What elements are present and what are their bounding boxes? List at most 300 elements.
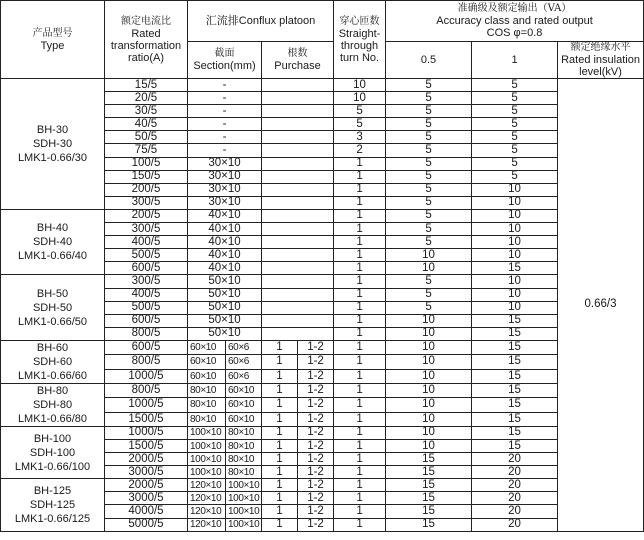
purchase-cell-secondary: 1-2: [298, 492, 334, 505]
turns-cell: 1: [334, 288, 386, 301]
section-cell-secondary: [226, 439, 262, 452]
header-row-1: [1, 1, 644, 42]
purchase-cell-primary: 1: [262, 453, 298, 466]
purchase-cell-secondary: 1-2: [298, 426, 334, 439]
turns-cell: 1: [334, 236, 386, 249]
ratio-cell: 600/5: [105, 262, 188, 275]
section-cell-secondary: [226, 398, 262, 412]
purchase-cell-primary: 1: [262, 355, 298, 369]
section-cell-primary: [188, 492, 226, 505]
section-cell-secondary: [226, 355, 262, 369]
type-cell: [1, 426, 105, 478]
turns-cell: 1: [334, 383, 386, 397]
type-cell: [1, 340, 105, 383]
ratio-cell: 600/5: [105, 340, 188, 354]
ratio-cell: 1000/5: [105, 369, 188, 383]
purchase-header-en: Purchase: [274, 60, 321, 72]
section-value: 100×10: [228, 519, 260, 531]
class-05-cell: 10: [386, 369, 472, 383]
purchase-cell: [262, 275, 334, 288]
type-name: SDH-100: [29, 446, 76, 459]
insulation-header-cn: 额定绝缘水平: [570, 42, 631, 53]
class-05-header: 0.5: [386, 42, 472, 79]
turns-cell: 5: [334, 105, 386, 118]
section-cell: 50×10: [188, 327, 262, 340]
ratio-cell: 400/5: [105, 288, 188, 301]
type-name: SDH-50: [32, 301, 73, 314]
class-1-cell: 10: [472, 209, 558, 222]
class-1-cell: 15: [472, 262, 558, 275]
table-row: [1, 479, 644, 492]
class-05-cell: 15: [386, 479, 472, 492]
ratio-cell: 300/5: [105, 223, 188, 236]
turns-cell: 1: [334, 398, 386, 412]
section-header: [188, 42, 262, 79]
turns-cell: 1: [334, 170, 386, 183]
ratio-cell: 4000/5: [105, 505, 188, 518]
accuracy-header: [386, 1, 644, 42]
class-05-cell: 5: [386, 275, 472, 288]
class-1-cell: 10: [472, 249, 558, 262]
class-1-cell: 10: [472, 301, 558, 314]
class-1-cell: 10: [472, 275, 558, 288]
turns-cell: 1: [334, 314, 386, 327]
purchase-cell-secondary: 1-2: [298, 518, 334, 531]
table-row: [1, 340, 644, 354]
type-name: BH-125: [33, 484, 72, 497]
section-value: 60×6: [228, 370, 249, 382]
cos-label: COS φ=0.8: [486, 27, 543, 39]
section-value: 60×10: [190, 342, 217, 354]
class-05-cell: 5: [386, 105, 472, 118]
section-value: 80×10: [228, 427, 255, 439]
purchase-cell-primary: 1: [262, 383, 298, 397]
class-1-cell: 10: [472, 288, 558, 301]
ratio-cell: 2000/5: [105, 479, 188, 492]
turns-header: [334, 1, 386, 79]
class-05-cell: 5: [386, 157, 472, 170]
purchase-cell-secondary: 1-2: [298, 412, 334, 426]
section-value: 60×6: [228, 342, 249, 354]
ratio-cell: 50/5: [105, 131, 188, 144]
section-value: 60×10: [190, 356, 217, 368]
turns-header-en: Straight-through turn No.: [338, 27, 381, 64]
purchase-cell: [262, 249, 334, 262]
ratio-cell: 1500/5: [105, 412, 188, 426]
turns-cell: 1: [334, 275, 386, 288]
class-05-cell: 5: [386, 118, 472, 131]
purchase-cell: [262, 209, 334, 222]
ratio-cell: 500/5: [105, 249, 188, 262]
table-row: [1, 426, 644, 439]
section-cell-primary: [188, 340, 226, 354]
ratio-cell: 100/5: [105, 157, 188, 170]
type-name: LMK1-0.66/125: [14, 512, 91, 525]
insulation-header-en: Rated insulation level(kV): [561, 54, 640, 78]
ratio-header-cn: 额定电流比: [121, 15, 171, 27]
purchase-cell-primary: 1: [262, 398, 298, 412]
class-05-cell: 5: [386, 301, 472, 314]
turns-cell: 1: [334, 355, 386, 369]
section-value: 80×10: [190, 413, 217, 425]
section-cell: 30×10: [188, 157, 262, 170]
purchase-cell: [262, 183, 334, 196]
type-name: SDH-30: [32, 137, 73, 150]
turns-cell: 1: [334, 479, 386, 492]
section-value: 120×10: [190, 479, 222, 491]
ratio-cell: 20/5: [105, 92, 188, 105]
class-1-cell: 20: [472, 479, 558, 492]
class-05-cell: 5: [386, 170, 472, 183]
turns-cell: 1: [334, 492, 386, 505]
turns-cell: 1: [334, 505, 386, 518]
purchase-cell-secondary: 1-2: [298, 398, 334, 412]
table-body: [1, 79, 644, 532]
turns-cell: 1: [334, 157, 386, 170]
section-value: 60×6: [228, 356, 249, 368]
section-value: 120×10: [190, 519, 222, 531]
section-value: 100×10: [190, 427, 222, 439]
section-cell-primary: [188, 426, 226, 439]
section-cell-secondary: [226, 426, 262, 439]
section-cell: -: [188, 118, 262, 131]
section-value: 80×10: [190, 399, 217, 411]
type-header-cn: 产品型号: [32, 27, 73, 39]
turns-cell: 1: [334, 196, 386, 209]
turns-cell: 1: [334, 223, 386, 236]
purchase-cell: [262, 301, 334, 314]
section-header-cn: 截面: [214, 48, 235, 59]
table-row: [1, 383, 644, 397]
purchase-cell: [262, 223, 334, 236]
class-05-cell: 15: [386, 505, 472, 518]
class-1-cell: 5: [472, 118, 558, 131]
turns-cell: 1: [334, 466, 386, 479]
class-1-cell: 15: [472, 369, 558, 383]
type-name: LMK1-0.66/30: [17, 151, 88, 164]
type-cell: [1, 383, 105, 426]
section-cell: 40×10: [188, 209, 262, 222]
class-05-cell: 15: [386, 453, 472, 466]
section-cell-primary: [188, 466, 226, 479]
class-1-cell: 5: [472, 144, 558, 157]
ratio-cell: 2000/5: [105, 453, 188, 466]
ratio-cell: 5000/5: [105, 518, 188, 531]
section-cell: 30×10: [188, 170, 262, 183]
turns-cell: 5: [334, 118, 386, 131]
section-cell: 40×10: [188, 223, 262, 236]
type-header-en: Type: [40, 39, 65, 52]
turns-cell: 1: [334, 369, 386, 383]
type-header: [1, 1, 105, 79]
ratio-cell: 300/5: [105, 275, 188, 288]
class-1-cell: 10: [472, 223, 558, 236]
class-05-cell: 5: [386, 236, 472, 249]
section-cell-primary: [188, 355, 226, 369]
class-05-cell: 5: [386, 183, 472, 196]
section-cell: -: [188, 144, 262, 157]
class-1-cell: 5: [472, 157, 558, 170]
ratio-cell: 800/5: [105, 327, 188, 340]
type-name: BH-80: [36, 384, 69, 397]
purchase-cell-primary: 1: [262, 518, 298, 531]
ratio-cell: 75/5: [105, 144, 188, 157]
type-name: LMK1-0.66/100: [14, 460, 91, 473]
purchase-cell-secondary: 1-2: [298, 466, 334, 479]
section-cell: -: [188, 79, 262, 92]
ratio-cell: 15/5: [105, 79, 188, 92]
class-1-cell: 5: [472, 105, 558, 118]
section-cell-secondary: [226, 505, 262, 518]
class-05-cell: 10: [386, 314, 472, 327]
purchase-cell-primary: 1: [262, 466, 298, 479]
type-name: BH-50: [36, 287, 69, 300]
type-name: LMK1-0.66/60: [17, 369, 88, 382]
table-row: [1, 209, 644, 222]
purchase-cell: [262, 79, 334, 92]
class-1-cell: 10: [472, 196, 558, 209]
turns-cell: 1: [334, 453, 386, 466]
section-value: 100×10: [228, 505, 260, 517]
turns-cell: 1: [334, 518, 386, 531]
type-cell: [1, 275, 105, 340]
class-05-cell: 10: [386, 327, 472, 340]
section-value: 100×10: [228, 479, 260, 491]
class-05-cell: 5: [386, 79, 472, 92]
table-row: [1, 79, 644, 92]
type-cell: [1, 79, 105, 210]
class-1-cell: 20: [472, 518, 558, 531]
class-1-cell: 5: [472, 92, 558, 105]
turns-cell: 1: [334, 301, 386, 314]
class-05-cell: 5: [386, 196, 472, 209]
class-05-cell: 10: [386, 412, 472, 426]
purchase-header-cn: 根数: [287, 48, 308, 59]
purchase-cell: [262, 131, 334, 144]
ratio-cell: 200/5: [105, 209, 188, 222]
section-cell-primary: [188, 369, 226, 383]
section-value: 60×10: [190, 370, 217, 382]
section-cell: 40×10: [188, 236, 262, 249]
class-05-cell: 10: [386, 426, 472, 439]
class-1-cell: 15: [472, 398, 558, 412]
accuracy-header-en: Accuracy class and rated output: [436, 15, 593, 27]
turns-cell: 1: [334, 327, 386, 340]
section-value: 100×10: [228, 492, 260, 504]
class-05-cell: 10: [386, 383, 472, 397]
purchase-cell-primary: 1: [262, 426, 298, 439]
purchase-cell-secondary: 1-2: [298, 453, 334, 466]
section-cell: -: [188, 131, 262, 144]
purchase-cell: [262, 170, 334, 183]
purchase-cell: [262, 92, 334, 105]
class-1-cell: 5: [472, 79, 558, 92]
section-cell-secondary: [226, 492, 262, 505]
turns-cell: 1: [334, 340, 386, 354]
type-cell: [1, 479, 105, 531]
class-1-cell: 15: [472, 355, 558, 369]
class-05-cell: 5: [386, 92, 472, 105]
class-05-cell: 10: [386, 262, 472, 275]
class-1-cell: 20: [472, 492, 558, 505]
ratio-cell: 1000/5: [105, 398, 188, 412]
section-cell: 50×10: [188, 275, 262, 288]
section-cell: 30×10: [188, 183, 262, 196]
section-value: 100×10: [190, 440, 222, 452]
ratio-header-en: Rated transformation ratio(A): [110, 27, 182, 64]
section-cell-primary: [188, 505, 226, 518]
ratio-cell: 1500/5: [105, 439, 188, 452]
class-1-cell: 15: [472, 340, 558, 354]
ratio-cell: 30/5: [105, 105, 188, 118]
section-value: 120×10: [190, 492, 222, 504]
turns-cell: 10: [334, 79, 386, 92]
ratio-cell: 3000/5: [105, 466, 188, 479]
section-value: 80×10: [228, 440, 255, 452]
type-name: SDH-125: [29, 498, 76, 511]
section-cell-primary: [188, 398, 226, 412]
class-05-cell: 15: [386, 518, 472, 531]
type-name: LMK1-0.66/50: [17, 315, 88, 328]
section-header-en: Section(mm): [193, 60, 256, 72]
insulation-header: [558, 42, 644, 79]
class-05-cell: 5: [386, 144, 472, 157]
type-name: BH-60: [36, 341, 69, 354]
section-cell: 50×10: [188, 288, 262, 301]
table-row: [1, 275, 644, 288]
section-cell-primary: [188, 383, 226, 397]
purchase-cell-primary: 1: [262, 492, 298, 505]
type-name: BH-40: [36, 222, 69, 235]
purchase-cell: [262, 144, 334, 157]
purchase-cell-secondary: 1-2: [298, 383, 334, 397]
purchase-cell-primary: 1: [262, 369, 298, 383]
turns-cell: 1: [334, 426, 386, 439]
turns-cell: 1: [334, 439, 386, 452]
type-name: BH-30: [36, 123, 69, 136]
purchase-cell-secondary: 1-2: [298, 479, 334, 492]
class-1-cell: 15: [472, 314, 558, 327]
section-cell: 40×10: [188, 262, 262, 275]
purchase-cell-secondary: 1-2: [298, 439, 334, 452]
section-cell: 50×10: [188, 314, 262, 327]
class-1-cell: 20: [472, 505, 558, 518]
ratio-cell: 40/5: [105, 118, 188, 131]
class-05-cell: 10: [386, 398, 472, 412]
ratio-header: [105, 1, 188, 79]
section-cell-primary: [188, 518, 226, 531]
purchase-cell: [262, 196, 334, 209]
class-1-cell: 15: [472, 327, 558, 340]
turns-header-cn: 穿心匝数: [339, 15, 380, 27]
section-cell: 30×10: [188, 196, 262, 209]
type-cell: [1, 209, 105, 274]
purchase-cell-secondary: 1-2: [298, 355, 334, 369]
class-1-header: 1: [472, 42, 558, 79]
section-value: 100×10: [190, 466, 222, 478]
section-value: 60×10: [228, 399, 255, 411]
class-05-cell: 10: [386, 439, 472, 452]
class-05-cell: 10: [386, 355, 472, 369]
turns-cell: 1: [334, 209, 386, 222]
purchase-cell: [262, 288, 334, 301]
class-05-cell: 15: [386, 466, 472, 479]
section-value: 80×10: [228, 453, 255, 465]
ratio-cell: 600/5: [105, 314, 188, 327]
class-1-cell: 5: [472, 170, 558, 183]
section-cell-secondary: [226, 466, 262, 479]
purchase-cell-primary: 1: [262, 505, 298, 518]
turns-cell: 1: [334, 249, 386, 262]
type-name: BH-100: [33, 432, 72, 445]
section-cell: 50×10: [188, 301, 262, 314]
ratio-cell: 800/5: [105, 383, 188, 397]
section-value: 80×10: [228, 466, 255, 478]
ratio-cell: 800/5: [105, 355, 188, 369]
section-cell-secondary: [226, 518, 262, 531]
purchase-cell: [262, 262, 334, 275]
class-05-cell: 10: [386, 249, 472, 262]
section-value: 80×10: [190, 385, 217, 397]
ratio-cell: 500/5: [105, 301, 188, 314]
ratio-cell: 400/5: [105, 236, 188, 249]
section-cell: -: [188, 105, 262, 118]
section-cell-secondary: [226, 369, 262, 383]
ratio-cell: 3000/5: [105, 492, 188, 505]
ratio-cell: 1000/5: [105, 426, 188, 439]
class-1-cell: 10: [472, 236, 558, 249]
section-cell-primary: [188, 453, 226, 466]
class-1-cell: 15: [472, 383, 558, 397]
section-value: 60×10: [228, 413, 255, 425]
section-cell-secondary: [226, 412, 262, 426]
purchase-cell: [262, 105, 334, 118]
section-value: 100×10: [190, 453, 222, 465]
type-name: LMK1-0.66/40: [17, 250, 88, 263]
turns-cell: 1: [334, 183, 386, 196]
purchase-cell: [262, 314, 334, 327]
section-cell-primary: [188, 412, 226, 426]
section-cell: -: [188, 92, 262, 105]
purchase-cell-primary: 1: [262, 479, 298, 492]
turns-cell: 1: [334, 262, 386, 275]
purchase-header: [262, 42, 334, 79]
busbar-header-title: 汇流排Conflux platoon: [205, 15, 316, 27]
class-1-cell: 5: [472, 131, 558, 144]
section-value: 120×10: [190, 505, 222, 517]
section-cell-secondary: [226, 479, 262, 492]
class-05-cell: 5: [386, 223, 472, 236]
class-1-cell: 15: [472, 412, 558, 426]
section-value: 60×10: [228, 385, 255, 397]
type-name: LMK1-0.66/80: [17, 412, 88, 425]
purchase-cell-secondary: 1-2: [298, 505, 334, 518]
purchase-cell-primary: 1: [262, 340, 298, 354]
class-05-cell: 5: [386, 131, 472, 144]
type-name: SDH-40: [32, 236, 73, 249]
purchase-cell: [262, 327, 334, 340]
class-05-cell: 15: [386, 492, 472, 505]
class-05-cell: 5: [386, 209, 472, 222]
purchase-cell-primary: 1: [262, 412, 298, 426]
class-05-cell: 10: [386, 340, 472, 354]
section-cell-primary: [188, 439, 226, 452]
turns-cell: 1: [334, 412, 386, 426]
section-cell-secondary: [226, 383, 262, 397]
purchase-cell-secondary: 1-2: [298, 369, 334, 383]
purchase-cell: [262, 236, 334, 249]
section-cell-secondary: [226, 340, 262, 354]
